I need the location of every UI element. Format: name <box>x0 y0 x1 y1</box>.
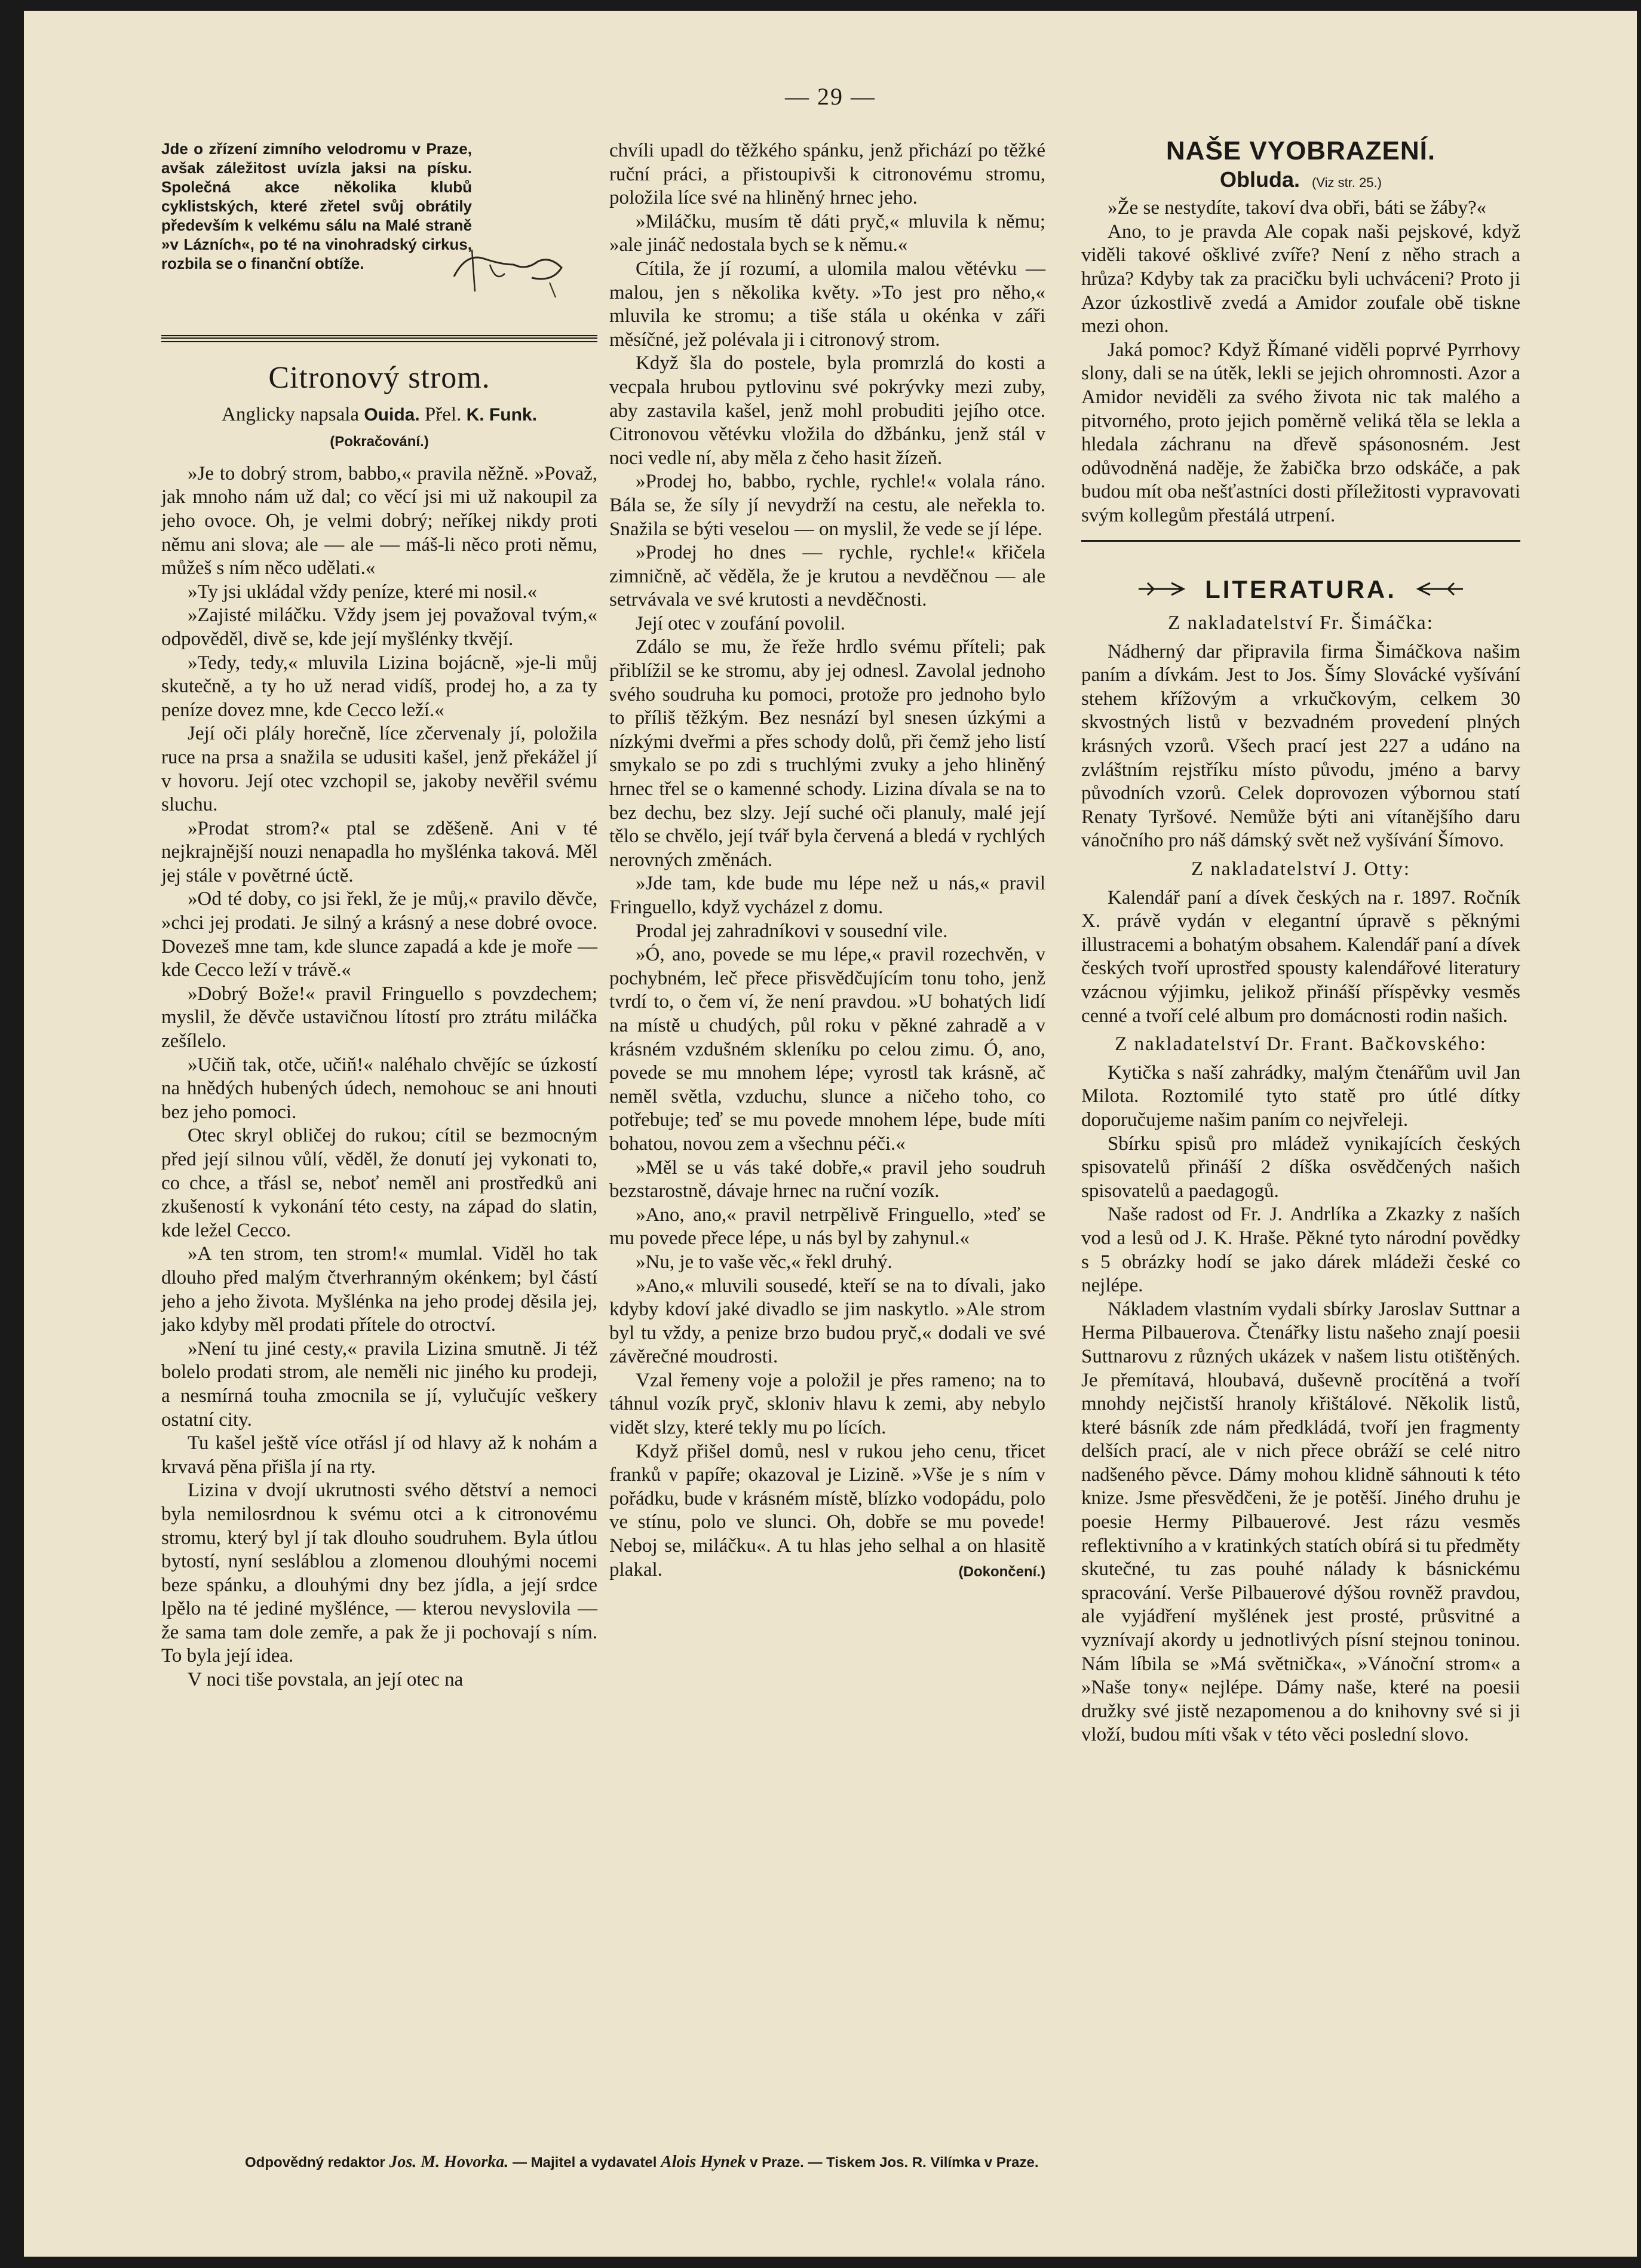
story-paragraph: Její otec v zoufání povolil. <box>636 612 845 634</box>
translator-prefix: Přel. <box>424 403 462 425</box>
story-paragraph: Vzal řemeny voje a položil je přes rameno; na to táhnul vozík pryč, skloniv hlavu k zemi, aby nebylo vidět slzy, které tekly mu po lících. <box>609 1369 1045 1439</box>
velodrome-notice <box>161 139 597 318</box>
nase-title: NAŠE VYOBRAZENÍ. <box>1165 136 1436 165</box>
story-paragraph: chvíli upadl do těžkého spánku, jenž přichází po těžké ruční práci, a přistoupivši k citronovému stromu, položila líce své na hliněný hrnec jeho. <box>609 140 1045 209</box>
footer-imprint <box>245 2153 1416 2172</box>
arrow-ornament-left-icon <box>1136 580 1189 598</box>
column-2 <box>609 139 1045 1584</box>
byline-prefix: Anglicky napsala <box>222 403 360 425</box>
story-translator: K. Funk. <box>466 404 537 425</box>
nase-paragraph: Ano, to je pravda Ale copak naši pejskové, když viděli takové ošklivé zvíře? Není z něho strach a hrůza? Kdyby tak za pracičku byli uchváceni? Proto ji Azor úzkostlivě zvedá a Amidor zoufale obě tiskne mezi ohon. <box>1081 220 1520 337</box>
literatura-header <box>1081 575 1520 603</box>
story-paragraph: »Ano, ano,« pravil netrpělivě Fringuello, »teď se mu povede přece lépe, u nás byl by zahynul.« <box>609 1204 1045 1250</box>
newspaper-page <box>24 11 1637 2257</box>
story-paragraph: »Zajisté miláčku. Vždy jsem jej považoval tvým,« odpověděl, divě se, kde její myšlénky tkvějí. <box>161 604 597 650</box>
publisher-heading: Z nakladatelství Fr. Šimáčka: <box>1168 612 1434 634</box>
story-paragraph: »Prodej ho dnes — rychle, rychle!« křičela zimničně, ač věděla, že je krutou a nevděčnou — ale setrvávala ve své krutosti a nevděčnosti. <box>609 542 1045 611</box>
story-paragraph: Zdálo se mu, že řeže hrdlo svému příteli; pak přiblížil se ke stromu, aby jej odnesl. Zavolal jednoho svého soudruha ku pomoci, protože pro jednoho bylo to příliš těžkým. Bez nesnází byl snesen úzkými a nízkými dveřmi a přes schody dolů, při čemž jeho listí smykalo se po zdi s truchlými zvuky a jeho hliněný hrnec třel se o kamenné schody. Lizina dívala se na to bez dechu, bez slzy. Její suché oči planuly, malé její tělo se chvělo, její tvář byla červená a bledá v rychlých nerovných změnách. <box>609 636 1045 871</box>
story-paragraph: Lizina v dvojí ukrutnosti svého dětství a nemoci byla nemilosrdnou k svému otci a k citronovému stromu, který byl jí tak dlouho soudruhem. Byla útlou bytostí, nyní sesláblou a zlomenou dlouhými nocemi beze spánku, a dlouhými dny bez jídla, a její srdce lpělo na té jediné myšlénce, — kterou nevyslovila — že sama tam dole zemře, a pak že ji pochovají s ním. To byla její idea. <box>161 1480 597 1667</box>
publisher-prefix: — Majitel a vydavatel <box>512 2155 657 2171</box>
page-reference: (Viz str. 25.) <box>1312 174 1382 190</box>
editor-prefix: Odpovědný redaktor <box>245 2155 385 2171</box>
story-paragraph: »Ano,« mluvili sousedé, kteří se na to dívali, jako kdyby kdoví jaké divadlo se jim naskytlo. »Ale strom byl tu vždy, a penize brzo budou pryč,« dodali ve své závěrečné moudrosti. <box>609 1275 1045 1368</box>
story-paragraph: »Nu, je to vaše věc,« řekl druhý. <box>636 1251 892 1273</box>
story-paragraph: »Tedy, tedy,« mluvila Lizina bojácně, »je-li můj skutečně, a ty ho už nerad vidíš, prodej ho, a za ty peníze dovez mne, kde Cecco leží.« <box>161 652 597 721</box>
story-paragraph: Když šla do postele, byla promrzlá do kosti a vecpala hrubou pytlovinu své pokrývky mezi zuby, aby zastavila kašel, jenž mohl probuditi jejího otce. Citronovou větévku vložila do džbánku, jenž stál v noci vedle ní, aby měla z čeho hasit žízeň. <box>609 352 1045 469</box>
page-number: — 29 — <box>785 83 876 110</box>
publisher-heading: Z nakladatelství J. Otty: <box>1191 858 1411 880</box>
story-paragraph: »Učiň tak, otče, učiň!« naléhalo chvějíc se úzkostí na hnědých hubených údech, nemohouc se ani hnouti bez jeho pomoci. <box>161 1054 597 1123</box>
arrow-ornament-right-icon <box>1412 580 1466 598</box>
story-paragraph: Otec skryl obličej do rukou; cítil se bezmocným před její silnou vůlí, věděl, že donutí jej vykonati to, co chce, a třásl se, neboť neměl ani prostředků ani zkušeností k vykonání této cesty, na západ do slatin, kde ležel Cecco. <box>161 1125 597 1241</box>
nase-paragraph: »Že se nestydíte, takoví dva obři, báti se žáby?« <box>1108 197 1487 219</box>
story-paragraph: »Měl se u vás také dobře,« pravil jeho soudruh bezstarostně, dávaje hrnec na ruční vozík. <box>609 1156 1045 1202</box>
nase-paragraph: Jaká pomoc? Když Římané viděli poprvé Pyrrhovy slony, dali se na útěk, lekli se jejich ohromnosti. Azor a Amidor neviděli za svého života nic tak malého a pitvorného, proto jejich poměrně veliká těla se lekla a hledala záchranu na dřevě spásonosném. Jest odůvodněná naděje, že žabička brzo odskáče, a pak budou mít oba nešťastníci dosti příležitosti vypravovati svým kollegům přestálá utrpení. <box>1081 339 1520 526</box>
story-paragraph: V noci tiše povstala, an její otec na <box>188 1669 464 1691</box>
story-paragraph: »Je to dobrý strom, babbo,« pravila něžně. »Považ, jak mnoho nám už dal; co věcí jsi mi už nakoupil za jeho ovoce. Oh, je velmi dobrý; neříkej nikdy proti němu ani slova; ale — ale — máš-li něco proti němu, můžeš s ním něco udělati.« <box>161 462 597 579</box>
review-paragraph: Sbírku spisů pro mládež vynikajících českých spisovatelů přináší 2 díška osvědčených našich spisovatelů a paedagogů. <box>1081 1133 1520 1202</box>
section-rule <box>161 335 597 342</box>
story-paragraph: »Jde tam, kde bude mu lépe než u nás,« pravil Fringuello, když vycházel z domu. <box>609 873 1045 918</box>
section-rule <box>1081 540 1520 542</box>
publisher-name: Alois Hynek <box>661 2153 746 2171</box>
story-title: Citronový strom. <box>268 361 490 395</box>
review-paragraph: Kytička s naší zahrádky, malým čtenářům uvil Jan Milota. Roztomilé tyto statě pro útlé dítky doporučujeme našim paním co nejvřeleji. <box>1081 1061 1520 1131</box>
printer-line: — Tiskem Jos. R. Vilímka v Praze. <box>808 2155 1039 2171</box>
publisher-heading: Z nakladatelství Dr. Frant. Bačkovského: <box>1115 1033 1487 1055</box>
illustration-title: Obluda. <box>1220 167 1300 192</box>
story-paragraph: Její oči plály horečně, líce zčervenaly jí, položila ruce na prsa a snažila se udusiti kašel, jenž překážel jí v hovoru. Její otec vzchopil se, jakoby nevěřil svému sluchu. <box>161 723 597 816</box>
review-paragraph: Nákladem vlastním vydali sbírky Jaroslav Suttnar a Herma Pilbauerova. Čtenářky listu našeho znají poesii Suttnarovu z různých ukázek v našem listu otištěných. Je přemítavá, hloubavá, duševně procítěná a tvoří mnohdy nejčistší hranoly křištálové. Několik listů, které básník zde nám předkládá, tvoří jen fragmenty delších prací, ale v nich přece obráží se celé nitro nadšeného pěvce. Dámy mohou klidně sáhnouti k této knize. Jsme přesvědčeni, že je potěší. Jiného druhu je poesie Hermy Pilbauerové. Jest rázu vesměs reflektivního a v kratinkých statích obírá si tu předměty skutečné, tu zas pouhé nálady k básnickému spracování. Verše Pilbauerové dýšou rovněž pravdou, ale vyjádření myšlének jest prosté, průsvitné a vyznívají akordy u jednotlivých písní stejnou toninou. Nám líbila se »Má světnička«, »Vánoční strom« a »Naše tony« nejlépe. Dámy naše, které na poesii družky své jistě nezapomenou a do knihovny své si ji vloží, budou míti však v této věci poslední slovo. <box>1081 1298 1520 1746</box>
story-paragraph: Když přišel domů, nesl v rukou jeho cenu, třicet franků v papíře; okazoval je Lizině. »Vše je s ním v pořádku, bude v krásném místě, blízko vodopádu, polo ve stínu, polo ve slunci. Oh, dobře se mu povede! Neboj se, miláčku«. A tu hlas jeho selhal a on hlasitě plakal. <box>609 1440 1045 1580</box>
story-paragraph: »Miláčku, musím tě dáti pryč,« mluvila k němu; »ale jináč nedostala bych se k němu.« <box>609 210 1045 256</box>
story-paragraph: Cítila, že jí rozumí, a ulomila malou větévku — malou, jen s několika květy. »To jest pro něho,« mluvila ke stromu; a tiše stála u okénka v záři měsíčné, jež polévala ji i citronový strom. <box>609 257 1045 351</box>
story-paragraph: »Není tu jiné cesty,« pravila Lizina smutně. Ji též bolelo prodati strom, ale neměli nic jiného ku prodeji, a nesmírná touha zmocnila se jí, vylučujíc veškery ostatní city. <box>161 1337 597 1431</box>
notice-text: Jde o zřízení zimního velodromu v Praze, avšak záležitost uvízla jaksi na písku. Společná akce několika klubů cyklistských, které zřetel svůj obrátily především k velkému sálu na Malé straně »v Lázních«, po té na vinohradský cirkus, rozbila se o finanční obtíže. <box>161 140 472 272</box>
editor-name: Jos. M. Hovorka. <box>389 2153 509 2171</box>
end-mark: (Dokončení.) <box>958 1564 1045 1580</box>
story-paragraph: Tu kašel ještě více otřásl jí od hlavy až k nohám a krvavá pěna přišla jí na rty. <box>161 1432 597 1478</box>
column-1 <box>161 139 597 1692</box>
review-paragraph: Naše radost od Fr. J. Andrlíka a Zkazky z naších vod a lesů od J. K. Hraše. Pěkné tyto národní povědky s 5 obrázky hodí se jako dárek mládeži české co nejlépe. <box>1081 1204 1520 1297</box>
story-paragraph: »Dobrý Bože!« pravil Fringuello s povzdechem; myslil, že děvče ustavičnou lítostí pro ztrátu miláčka zešílelo. <box>161 983 597 1052</box>
story-paragraph: »Ty jsi ukládal vždy peníze, které mi nosil.« <box>188 581 538 603</box>
story-paragraph: »Od té doby, co jsi řekl, že je můj,« pravilo děvče, »chci jej prodati. Je silný a krásný a nese dobré ovoce. Dovezeš mne tam, kde slunce zapadá a kde je moře — kde Cecco leží v trávě.« <box>161 888 597 981</box>
nase-subtitle <box>1081 168 1520 195</box>
signature-mark <box>448 241 573 300</box>
story-paragraph: »A ten strom, ten strom!« mumlal. Viděl ho tak dlouho před malým čtverhranným okénkem; byl částí jeho a jeho života. Myšlénka na jeho prodej děsila jej, jako kdyby měl prodati přítele do otroctví. <box>161 1243 597 1336</box>
review-paragraph: Nádherný dar připravila firma Šimáčkova našim paním a dívkám. Jest to Jos. Šímy Slovácké vyšívání stehem křížovým a vrkučkovým, celkem 30 skvostných listů v bezvadném provedení plných krásných vzorů. Všech prací jest 227 a udáno na zvláštním rejstříku místo původu, jméno a barvy původních vzorů. Celek doprovozen výbornou statí Renaty Tyršové. Nemůže býti ani vítanějšího daru vánočního pro náš dámský svět než vyšívání Šímovo. <box>1081 640 1520 852</box>
publisher-city: v Praze. <box>750 2155 804 2171</box>
story-paragraph: »Prodat strom?« ptal se zděšeně. Ani v té nejkrajnější nouzi nenapadla ho myšlénka taková. Měl jej stále v povětrné úctě. <box>161 817 597 886</box>
column-3 <box>1081 136 1520 1747</box>
story-byline <box>161 403 597 427</box>
continued-note: (Pokračování.) <box>330 434 429 450</box>
story-paragraph: Prodal jej zahradníkovi v sousední vile. <box>636 920 948 942</box>
story-paragraph: »Prodej ho, babbo, rychle, rychle!« volala ráno. Bála se, že síly jí nevydrží na cestu, ale neřekla to. Snažila se býti veselou — on myslil, že vede se jí lépe. <box>609 471 1045 540</box>
literatura-title: LITERATURA. <box>1205 575 1397 603</box>
review-paragraph: Kalendář paní a dívek českých na r. 1897. Ročník X. právě vydán v elegantní úpravě s pěknými illustracemi a bohatým obsahem. Kalendář paní a dívek českých tvoří uprostřed spousty kalendářové literatury vzácnou výjimku, jelikož přináší příspěvky vesměs cenné a tvoří celé album pro domácnosti rodin našich. <box>1081 886 1520 1027</box>
story-author: Ouida. <box>364 404 420 425</box>
story-paragraph: »Ó, ano, povede se mu lépe,« pravil rozechvěn, v pochybném, leč přece přisvědčujícím tonu toho, jenž tvrdí to, o čem ví, že není pravdou. »U bohatých lidí na místě u chudých, půl roku v pěkné zahradě a v krásném vzdušném skleníku po celou zimu. Ó, ano, povede se mu mnohem lépe; vyrostl tak krásně, ač neměl světla, vzduchu, slunce a ničeho toho, co potřebuje; teď se mu povede mnohem lépe, bude míti bohatou, novou zem a všechnu péči.« <box>609 944 1045 1155</box>
